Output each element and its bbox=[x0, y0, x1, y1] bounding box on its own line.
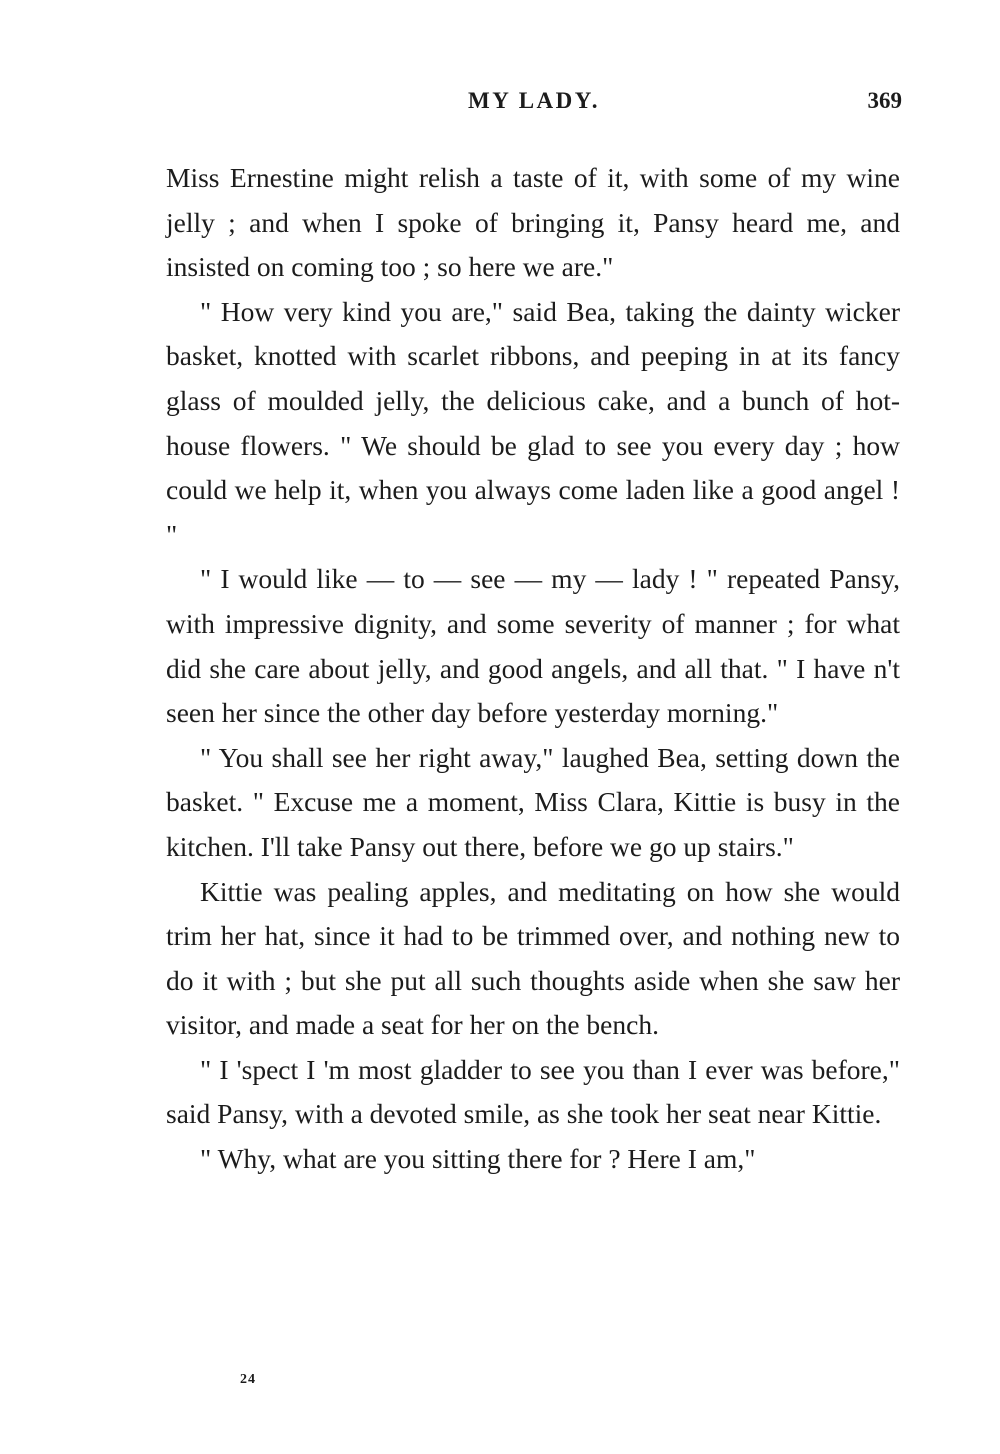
paragraph: " I 'spect I 'm most gladder to see you than I ever was before," said Pansy, with a devoted smile, as she took her seat near Kittie. bbox=[166, 1053, 900, 1130]
paragraph: " You shall see her right away," laughed Bea, setting down the basket. " Excuse me a moment, Miss Clara, Kittie is busy in the kitchen. I'll take Pansy out there, before we go up stairs." bbox=[166, 741, 900, 862]
signature-mark: 24 bbox=[240, 1372, 256, 1387]
page-number: 369 bbox=[867, 88, 902, 113]
paragraph: " I would like — to — see — my — lady ! " repeated Pansy, with impressive dignity, and some severity of manner ; for what did she care about jelly, and good angels, and all that. " I have n't seen her since the other day before yesterday morning." bbox=[166, 563, 900, 729]
running-head bbox=[166, 88, 902, 124]
paragraph-continuation: Miss Ernestine might relish a taste of it, with some of my wine jelly ; and when I spoke of bringing it, Pansy heard me, and insisted on coming too ; so here we are." bbox=[166, 162, 900, 283]
running-title: MY LADY. bbox=[467, 88, 601, 113]
body-text bbox=[166, 156, 900, 1182]
paragraph: " How very kind you are," said Bea, taking the dainty wicker basket, knotted with scarlet ribbons, and peeping in at its fancy glass of moulded jelly, the delicious cake, and a bunch of hot-house flowers. " We should be glad to see you every day ; how could we help it, when you always come laden like a good angel ! " bbox=[166, 295, 900, 550]
paragraph: Kittie was pealing apples, and meditating on how she would trim her hat, since it had to be trimmed over, and nothing new to do it with ; but she put all such thoughts aside when she saw her visitor, and made a seat for her on the bench. bbox=[166, 875, 900, 1041]
paragraph: " Why, what are you sitting there for ? Here I am," bbox=[200, 1143, 756, 1175]
